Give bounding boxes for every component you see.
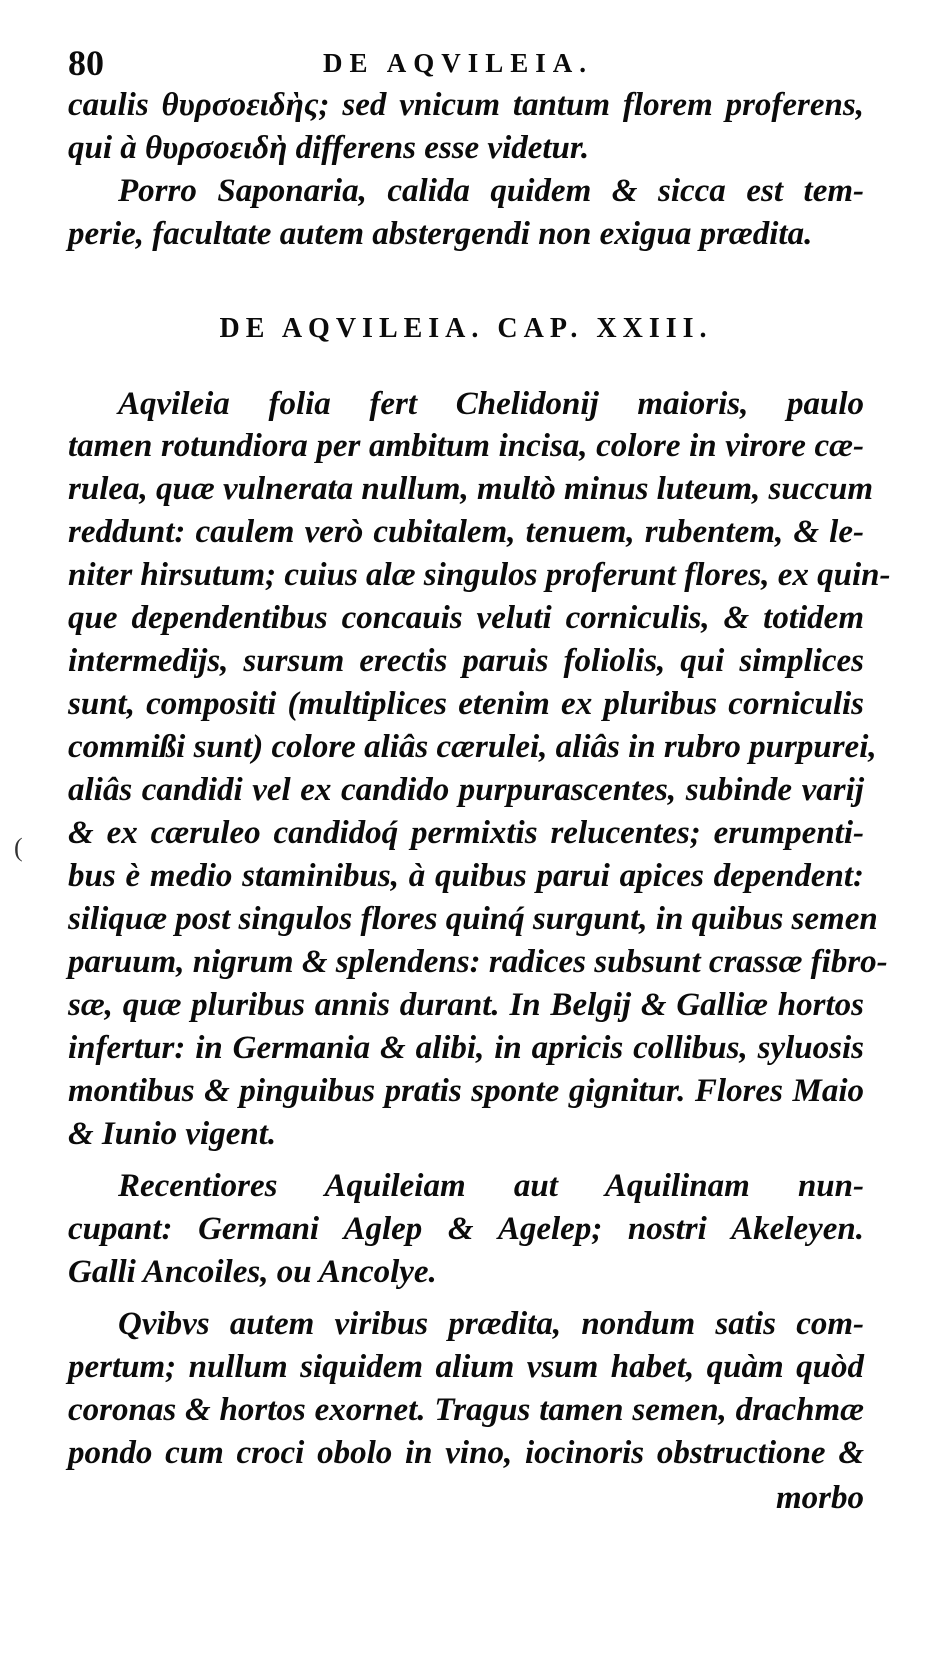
text-line: Porro Saponaria, calida quidem & sicca est tem- (118, 173, 864, 209)
text-line: coronas & hortos exornet. Tragus tamen semen, drachmæ (68, 1392, 864, 1428)
text-line: pondo cum croci obolo in vino, iocinoris obstructione & (68, 1435, 864, 1471)
text-line: que dependentibus concauis veluti corniculis, & totidem (68, 600, 864, 636)
text-line: & ex cæruleo candidoq́ permixtis relucentes; erumpenti- (68, 815, 864, 851)
text-line: pertum; nullum siquidem alium vsum habet, quàm quòd (68, 1349, 864, 1385)
text-line: sæ, quæ pluribus annis durant. In Belgij & Galliæ hortos (68, 987, 864, 1023)
text-line: reddunt: caulem verò cubitalem, tenuem, rubentem, & le- (68, 514, 864, 550)
text-line: bus è medio staminibus, à quibus parui apices dependent: (68, 858, 864, 894)
text-line: montibus & pinguibus pratis sponte gignitur. Flores Maio (68, 1073, 864, 1109)
text-line: infertur: in Germania & alibi, in apricis collibus, syluosis (68, 1030, 864, 1066)
text-line: & Iunio vigent. (68, 1116, 277, 1152)
text-line: rulea, quæ vulnerata nullum, multò minus luteum, succum (68, 471, 874, 507)
page-number: 80 (68, 43, 104, 83)
text-line: Galli Ancoiles, ou Ancolye. (68, 1254, 437, 1290)
text-line: aliâs candidi vel ex candido purpurascentes, subinde varij (68, 772, 864, 808)
running-title: DE AQVILEIA. (323, 48, 594, 78)
text-line: Aqvileia folia fert Chelidonij maioris, paulo (118, 386, 864, 422)
text-line: niter hirsutum; cuius alæ singulos proferunt flores, ex quin- (68, 557, 891, 593)
text-line: commißi sunt) colore aliâs cærulei, aliâs in rubro purpurei, (68, 729, 877, 765)
text-line: siliquæ post singulos flores quinq́ surgunt, in quibus semen (68, 901, 878, 937)
marginal-mark: ( (14, 833, 23, 862)
text-line: intermedijs, sursum erectis paruis foliolis, qui simplices (68, 643, 864, 679)
text-line: paruum, nigrum & splendens: radices subsunt crassæ fibro- (68, 944, 888, 980)
catchword: morbo (775, 1480, 864, 1516)
text-line: Qvibvs autem viribus prædita, nondum satis com- (118, 1306, 864, 1342)
text-line: sunt, compositi (multiplices etenim ex pluribus corniculis (68, 686, 864, 722)
text-line: caulis θυρσοειδὴς; sed vnicum tantum florem proferens, (68, 87, 864, 123)
chapter-heading: DE AQVILEIA. CAP. XXIII. (219, 313, 713, 344)
text-line: cupant: Germani Aglep & Agelep; nostri Akeleyen. (68, 1211, 864, 1247)
text-line: Recentiores Aquileiam aut Aquilinam nun- (118, 1168, 864, 1204)
text-line: tamen rotundiora per ambitum incisa, colore in virore cæ- (68, 428, 864, 464)
text-line: qui à θυρσοειδὴ differens esse videtur. (68, 130, 590, 166)
text-line: perie, facultate autem abstergendi non exigua prædita. (68, 216, 813, 252)
